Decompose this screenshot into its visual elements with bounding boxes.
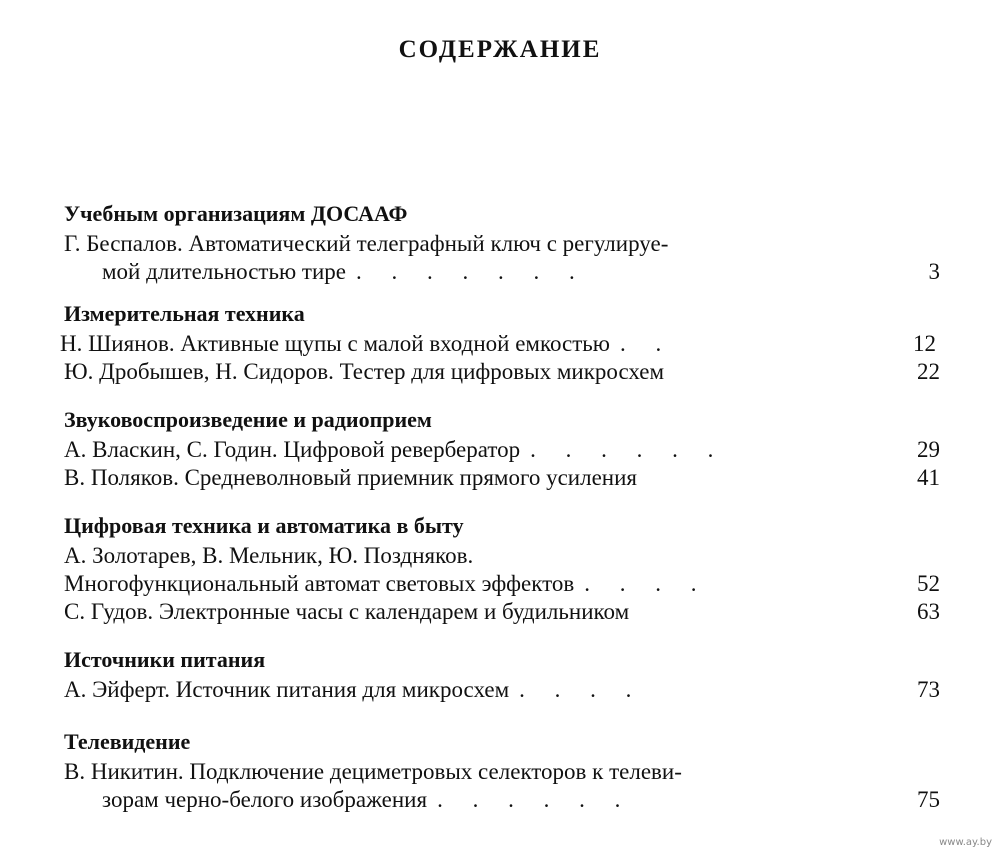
entry-title-text: А. Эйферт. Источник питания для микросхем [64,677,510,702]
watermark: www.ay.by [939,837,992,848]
toc-section [64,728,944,814]
page-number: 75 [917,787,940,812]
section-heading: Звуковоспроизведение и радиоприем [64,407,432,432]
toc-section [60,300,944,386]
entry-title-line: В. Поляков. Средневолновый приемник прямого усиления [64,465,637,490]
entry-title-line: С. Гудов. Электронные часы с календарем и будильником [64,599,630,624]
entry-title-line-continued [64,258,902,286]
toc-section [64,406,944,492]
section-heading: Измерительная техника [64,301,305,326]
page-number: 52 [917,571,940,596]
entry-title-line-continued [64,570,864,598]
entry-title-text: зорам черно-белого изображения [102,787,428,812]
entry-title-line [64,436,864,464]
leader-dots: . . [619,331,674,356]
toc-entry [64,358,944,386]
entry-title-text: Н. Шиянов. Активные щупы с малой входной емкостью [60,331,610,356]
entry-title-text: А. Власкин, С. Годин. Цифровой ревербератор [64,437,521,462]
entry-title-text: мой длительностью тире [102,259,346,284]
entry-title-line [64,676,864,704]
toc-entry [64,464,944,492]
leader-dots: . . . . . . [530,437,726,462]
page-number: 22 [917,359,940,384]
page-number: 12 [913,331,936,356]
toc-entry [64,436,944,464]
toc-section [64,646,944,704]
page-number: 73 [917,677,940,702]
leader-dots: . . . . [519,677,644,702]
toc-entry [64,542,944,598]
leader-dots: . . . . [584,571,709,596]
section-heading: Телевидение [64,729,191,754]
toc-entry [64,676,944,704]
section-heading: Цифровая техника и автоматика в быту [64,513,464,538]
section-heading: Учебным организациям ДОСААФ [64,201,408,226]
entry-title-line-continued [64,786,902,814]
leader-dots: . . . . . . . [355,259,587,284]
page-number: 63 [917,599,940,624]
toc-entry [64,230,944,286]
page-number: 41 [917,465,940,490]
toc-entry [64,598,944,626]
toc-section [64,200,944,286]
page-number: 3 [928,259,940,284]
toc-section [64,512,944,626]
entry-title-line: Г. Беспалов. Автоматический телеграфный ключ с регулируе- [64,231,669,256]
section-heading: Источники питания [64,647,266,672]
page-title: СОДЕРЖАНИЕ [398,36,602,63]
toc-entry [64,758,944,814]
entry-title-line: А. Золотарев, В. Мельник, Ю. Поздняков. [64,543,474,568]
leader-dots: . . . . . . [437,787,633,812]
entry-title-line [60,330,860,358]
toc-entry [60,330,940,358]
entry-title-line: В. Никитин. Подключение дециметровых селекторов к телеви- [64,759,682,784]
entry-title-text: Многофункциональный автомат световых эффектов [64,571,575,596]
page-number: 29 [917,437,940,462]
entry-title-line: Ю. Дробышев, Н. Сидоров. Тестер для цифровых микросхем [64,359,665,384]
